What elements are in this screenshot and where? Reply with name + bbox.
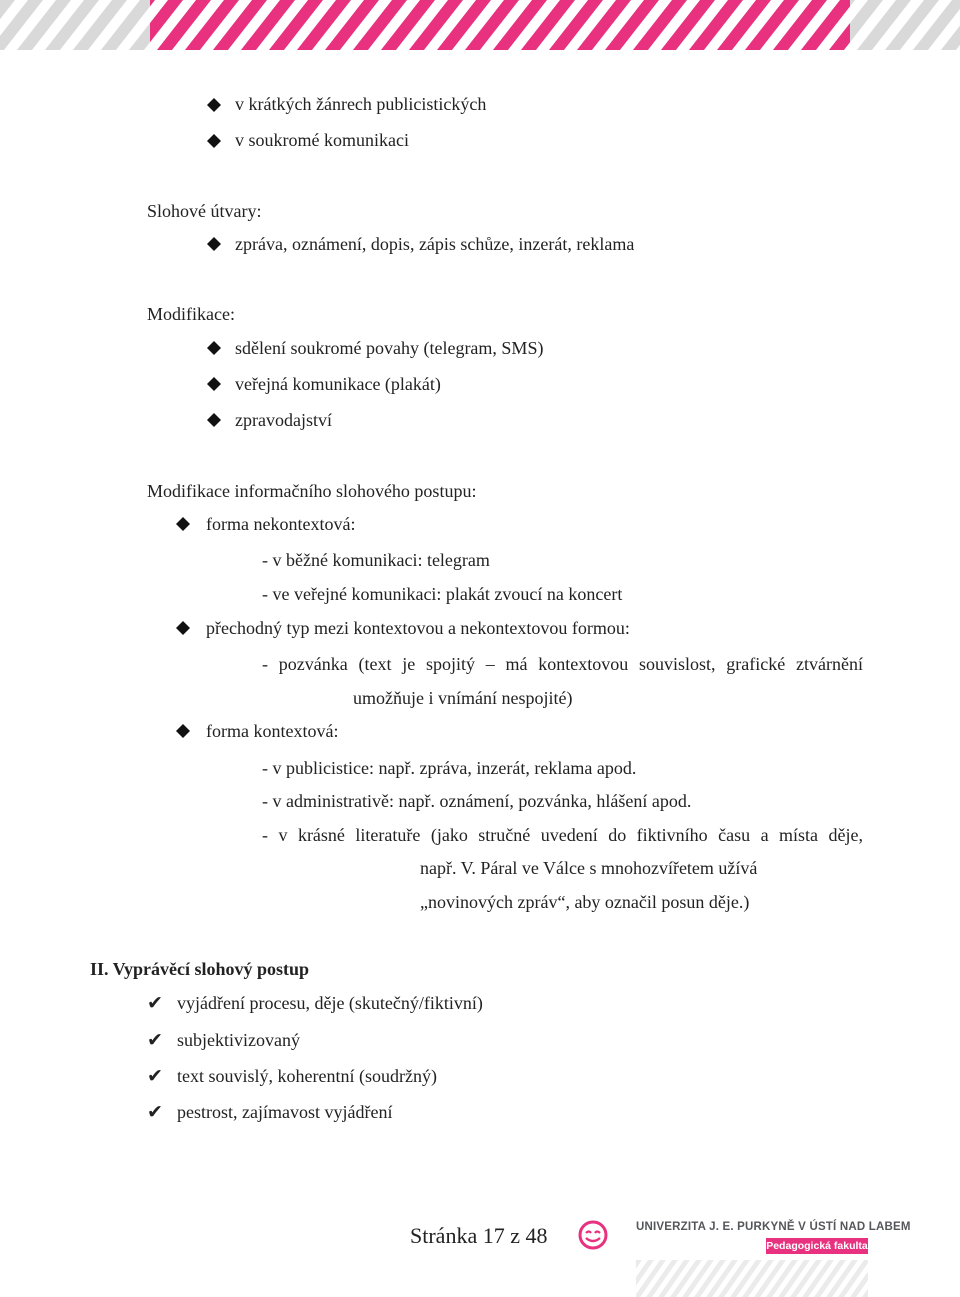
diamond-bullet-icon (207, 134, 221, 148)
diamond-bullet-icon (207, 413, 221, 427)
diamond-bullet-icon (176, 724, 190, 738)
section-heading-vypraveci: II. Vyprávěcí slohový postup (90, 959, 310, 979)
word: pozvánka (278, 654, 348, 674)
word: času (718, 825, 751, 845)
faculty-badge: Pedagogická fakulta (766, 1240, 868, 1252)
subheading-nekontextova: forma nekontextová: (206, 514, 356, 534)
list-item: v soukromé komunikaci (235, 130, 409, 150)
list-item: zpráva, oznámení, dopis, zápis schůze, inzerát, reklama (235, 234, 635, 254)
word: stručné (478, 825, 531, 845)
subheading-prechodny: přechodný typ mezi kontextovou a nekontextovou formou: (206, 618, 630, 638)
list-item: - v publicistice: např. zpráva, inzerát, reklama apod. (262, 758, 637, 778)
list-item: vyjádření procesu, děje (skutečný/fiktivní) (177, 993, 483, 1013)
word: v (278, 825, 288, 845)
word: ztvárnění (795, 654, 863, 674)
header-stripes-pink (150, 0, 850, 50)
list-item: - v administrativě: např. oznámení, pozvánka, hlášení apod. (262, 791, 692, 811)
word: souvislost, (638, 654, 716, 674)
word: (text (358, 654, 392, 674)
diamond-bullet-icon (176, 621, 190, 635)
word: do (608, 825, 627, 845)
header-stripe-band (0, 0, 960, 50)
list-item: - v běžné komunikaci: telegram (262, 550, 490, 570)
word: – (485, 654, 495, 674)
list-item: text souvislý, koherentní (soudržný) (177, 1066, 437, 1086)
list-item: - ve veřejné komunikaci: plakát zvoucí na koncert (262, 584, 623, 604)
list-item: veřejná komunikace (plakát) (235, 374, 441, 394)
word: místa (779, 825, 819, 845)
section-heading-modifikace: Modifikace: (147, 304, 235, 324)
continuation-line: „novinových zpráv“, aby označil posun děje.) (420, 892, 750, 912)
word: má (505, 654, 528, 674)
word: kontextovou (538, 654, 629, 674)
word: uvedení (540, 825, 598, 845)
subheading-kontextova: forma kontextová: (206, 721, 339, 741)
justified-line-literatura (262, 824, 863, 846)
diamond-bullet-icon (207, 341, 221, 355)
continuation-line: např. V. Páral ve Válce s mnohozvířetem užívá (420, 858, 758, 878)
section-heading-slohove-utvary: Slohové útvary: (147, 201, 262, 221)
page-number: Stránka 17 z 48 (410, 1223, 548, 1248)
continuation-line: umožňuje i vnímání nespojité) (353, 688, 573, 708)
word: spojitý (425, 654, 475, 674)
checkmark-icon: ✔ (147, 1065, 163, 1087)
word: fiktivního (636, 825, 708, 845)
list-item: pestrost, zajímavost vyjádření (177, 1102, 393, 1122)
section-heading-postup: Modifikace informačního slohového postupu: (147, 481, 477, 501)
word: (jako (430, 825, 468, 845)
word: - (262, 825, 268, 845)
list-item: zpravodajství (235, 410, 332, 430)
checkmark-icon: ✔ (147, 1101, 163, 1123)
checkmark-icon: ✔ (147, 1029, 163, 1051)
diamond-bullet-icon (207, 377, 221, 391)
header-stripes-gray-left (0, 0, 150, 50)
list-item: subjektivizovaný (177, 1030, 300, 1050)
diamond-bullet-icon (207, 98, 221, 112)
word: a (760, 825, 769, 845)
university-name: UNIVERZITA J. E. PURKYNĚ V ÚSTÍ NAD LABEM (636, 1221, 911, 1233)
justified-line-pozvanka (262, 653, 863, 675)
word: děje, (828, 825, 863, 845)
list-item: v krátkých žánrech publicistických (235, 94, 487, 114)
smiley-logo-icon (577, 1219, 609, 1251)
list-item: sdělení soukromé povahy (telegram, SMS) (235, 338, 544, 358)
diamond-bullet-icon (207, 237, 221, 251)
footer-stripe-band (636, 1260, 868, 1297)
word: je (402, 654, 416, 674)
word: grafické (726, 654, 786, 674)
diamond-bullet-icon (176, 517, 190, 531)
word: krásné (297, 825, 345, 845)
checkmark-icon: ✔ (147, 992, 163, 1014)
header-stripes-gray-right (850, 0, 960, 50)
word: literatuře (355, 825, 421, 845)
word: - (262, 654, 268, 674)
